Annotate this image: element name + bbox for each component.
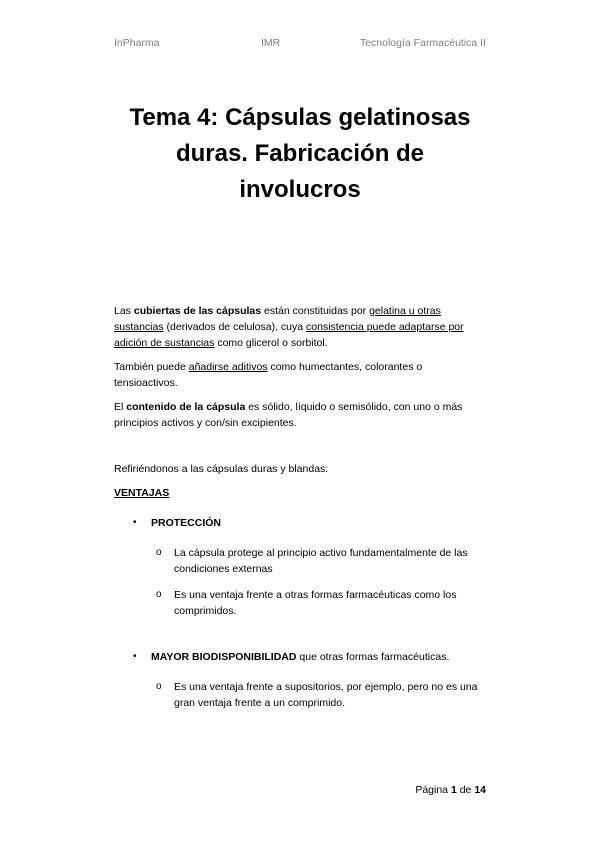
- text: Las: [114, 305, 134, 317]
- circle-bullet-icon: o: [156, 589, 162, 600]
- list-item-biodisponibilidad: [114, 649, 486, 665]
- page-number: [415, 784, 486, 796]
- total-pages: 14: [474, 784, 486, 796]
- circle-bullet-icon: o: [156, 681, 162, 692]
- bold-text: PROTECCIÓN: [151, 517, 222, 529]
- text: También puede: [114, 361, 189, 373]
- paragraph-additives: [114, 359, 486, 391]
- text: como humectantes, colorantes o tensioactivos.: [114, 361, 423, 389]
- document-body: [114, 303, 486, 721]
- bold-text: contenido de la cápsula: [126, 401, 246, 413]
- bold-text: MAYOR BIODISPONIBILIDAD: [151, 651, 297, 663]
- underlined-text: gelatina u otras sustancias: [114, 305, 441, 333]
- document-title: [100, 100, 500, 208]
- text: Es una ventaja frente a otras formas farmacéuticas como los comprimidos.: [174, 589, 457, 617]
- title-line-3: involucros: [239, 176, 361, 203]
- list-item-proteccion: [114, 515, 486, 531]
- title-line-2: duras. Fabricación de: [175, 140, 425, 167]
- header-center: IMR: [261, 37, 281, 49]
- header-right: Tecnología Farmacéutica II: [359, 37, 486, 49]
- text: (derivados de celulosa), cuya: [163, 321, 307, 333]
- section-heading-ventajas: VENTAJAS: [114, 487, 170, 499]
- text: que otras formas farmacéuticas.: [296, 651, 450, 663]
- page-label: Página: [415, 784, 451, 796]
- paragraph-capsule-content: [114, 399, 486, 431]
- current-page: 1: [450, 784, 457, 796]
- title-line-1: Tema 4: Cápsulas gelatinosas: [129, 104, 471, 131]
- sub-list-item: [114, 587, 486, 619]
- paragraph-capsule-covers: [114, 303, 486, 351]
- page-of: de: [456, 784, 475, 796]
- bullet-icon: •: [133, 651, 137, 662]
- paragraph-intro-types: Refiriéndonos a las cápsulas duras y blandas:: [114, 463, 329, 475]
- sub-list-item: [114, 545, 486, 577]
- page-header: [114, 37, 486, 51]
- sub-list-item: [114, 679, 486, 711]
- bold-text: cubiertas de las cápsulas: [133, 305, 262, 317]
- text: es sólido, líquido o semisólido, con uno o más principios activos y con/sin excipientes.: [114, 401, 463, 429]
- header-left: InPharma: [114, 37, 160, 49]
- text: como glicerol o sorbitol.: [214, 337, 328, 349]
- bullet-icon: •: [133, 517, 137, 528]
- text: El: [114, 401, 127, 413]
- circle-bullet-icon: o: [156, 547, 162, 558]
- underlined-text: añadirse aditivos: [188, 361, 268, 373]
- text: están constituidas por: [261, 305, 370, 317]
- text: Es una ventaja frente a supositorios, por ejemplo, pero no es una gran ventaja frente a un comprimido.: [174, 681, 478, 709]
- underlined-text: consistencia puede adaptarse por adición de sustancias: [114, 321, 464, 349]
- text: La cápsula protege al principio activo fundamentalmente de las condiciones externas: [174, 547, 468, 575]
